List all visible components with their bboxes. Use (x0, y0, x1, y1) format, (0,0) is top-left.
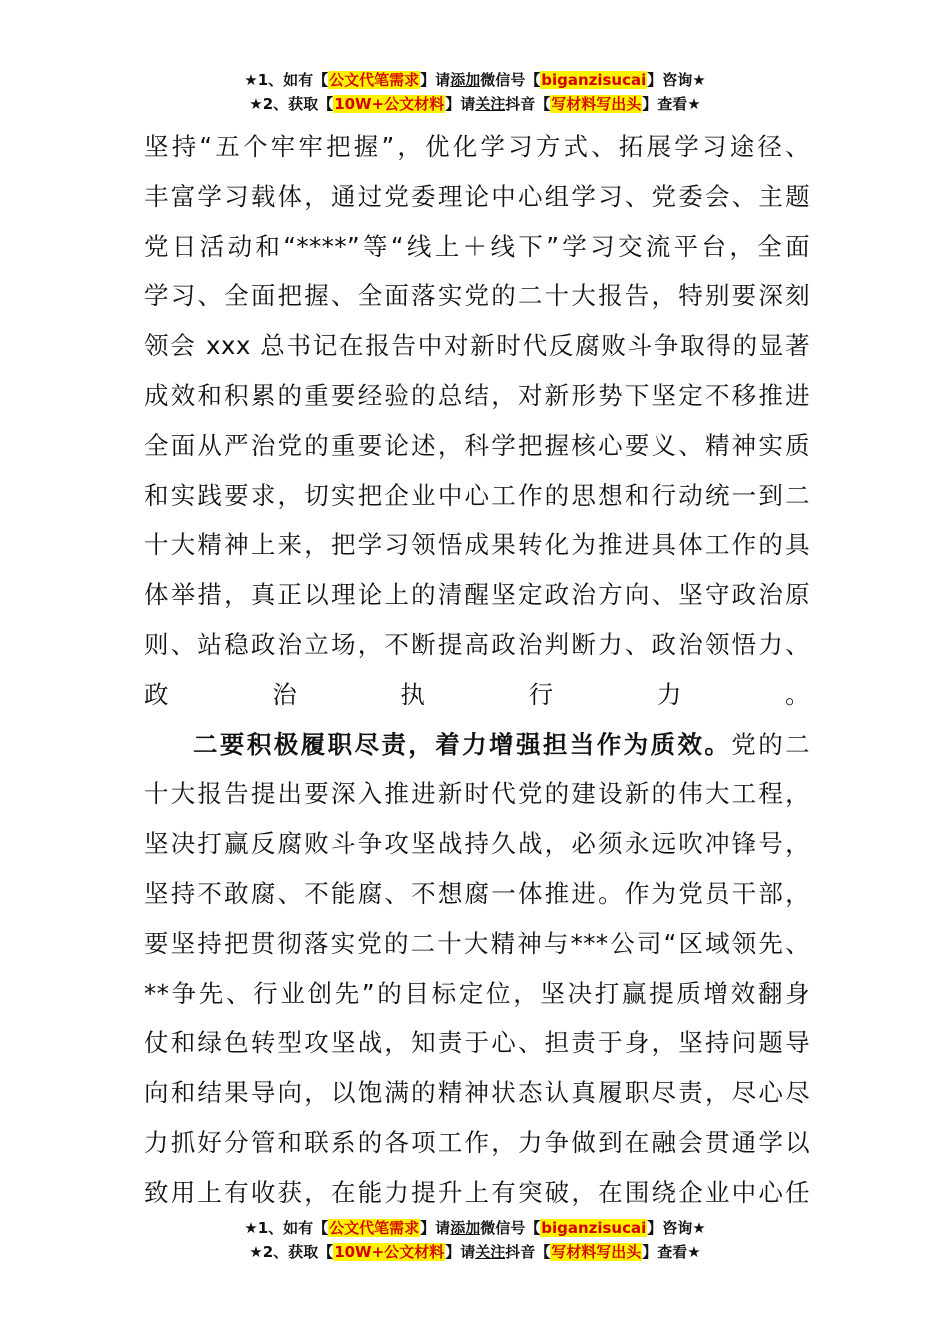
text-line: 仗和绿色转型攻坚战，知责于心、担责于身，坚持问题导 (144, 1028, 810, 1058)
section-heading: 二要积极履职尽责，着力增强担当作为质效。 (193, 729, 732, 759)
highlight-douyin: 写材料写出头 (551, 95, 642, 113)
text-line: 要坚持把贯彻落实党的二十大精神与***公司“区域领先、 (144, 928, 810, 958)
highlight-wechat-id: biganzisucai (541, 71, 647, 89)
document-body (144, 122, 810, 1218)
promo-line-2: ★2、获取【10W+公文材料】请关注抖音【写材料写出头】查看★ (249, 1243, 701, 1261)
text-line: 领会 xxx 总书记在报告中对新时代反腐败斗争取得的显著 (144, 331, 810, 361)
paragraph-1 (144, 122, 810, 720)
text-line: 致用上有收获，在能力提升上有突破，在围绕企业中心任 (144, 1177, 810, 1207)
highlight-ghostwriting: 公文代笔需求 (329, 1219, 420, 1237)
text-line: 全面从严治党的重要论述，科学把握核心要义、精神实质 (144, 430, 810, 460)
text-line: 向和结果导向，以饱满的精神状态认真履职尽责，尽心尽 (144, 1078, 810, 1108)
text-line: 和实践要求，切实把企业中心工作的思想和行动统一到二 (144, 480, 810, 510)
text-line: 政治执行力。 (144, 679, 810, 709)
paragraph-2 (144, 720, 810, 1218)
text-line: **争先、行业创先”的目标定位，坚决打赢提质增效翻身 (144, 978, 810, 1008)
text-line: 十大精神上来，把学习领悟成果转化为推进具体工作的具 (144, 530, 810, 560)
text-line: 坚决打赢反腐败斗争攻坚战持久战，必须永远吹冲锋号， (144, 829, 810, 859)
promo-banner-top (0, 68, 950, 116)
highlight-douyin: 写材料写出头 (551, 1243, 642, 1261)
promo-line-1: ★1、如有【公文代笔需求】请添加微信号【biganzisucai】咨询★ (244, 71, 706, 89)
text-line: 学习、全面把握、全面落实党的二十大报告，特别要深刻 (144, 281, 810, 311)
highlight-materials: 10W+公文材料 (334, 95, 445, 113)
highlight-materials: 10W+公文材料 (334, 1243, 445, 1261)
text-line: 力抓好分管和联系的各项工作，力争做到在融会贯通学以 (144, 1127, 810, 1157)
text-line: 成效和积累的重要经验的总结，对新形势下坚定不移推进 (144, 380, 810, 410)
promo-banner-bottom (0, 1216, 950, 1264)
text-line: 则、站稳政治立场，不断提高政治判断力、政治领悟力、 (144, 629, 810, 659)
paragraph-2-first-line: 二要积极履职尽责，着力增强担当作为质效。党的二 (193, 729, 810, 759)
text-line: 党日活动和“****”等“线上＋线下”学习交流平台，全面 (144, 231, 810, 261)
text-line: 坚持不敢腐、不能腐、不想腐一体推进。作为党员干部， (144, 878, 810, 908)
text-line: 十大报告提出要深入推进新时代党的建设新的伟大工程， (144, 779, 810, 809)
text-line: 坚持“五个牢牢把握”，优化学习方式、拓展学习途径、 (144, 132, 810, 161)
text-line: 丰富学习载体，通过党委理论中心组学习、党委会、主题 (144, 181, 810, 211)
promo-line-2: ★2、获取【10W+公文材料】请关注抖音【写材料写出头】查看★ (249, 95, 701, 113)
highlight-ghostwriting: 公文代笔需求 (329, 71, 420, 89)
promo-line-1: ★1、如有【公文代笔需求】请添加微信号【biganzisucai】咨询★ (244, 1219, 706, 1237)
highlight-wechat-id: biganzisucai (541, 1219, 647, 1237)
text-line: 体举措，真正以理论上的清醒坚定政治方向、坚守政治原 (144, 580, 810, 610)
